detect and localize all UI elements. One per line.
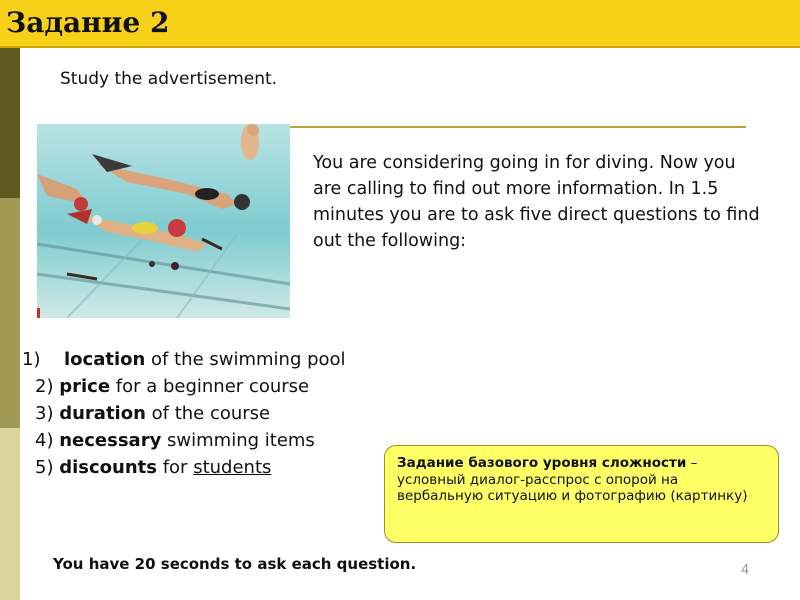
list-text: of the course xyxy=(145,403,271,424)
list-keyword: price xyxy=(59,376,111,397)
divider-line xyxy=(290,126,746,128)
list-text: swimming items xyxy=(161,430,315,451)
side-stripe-dark xyxy=(0,48,20,198)
note-body: условный диалог-расспрос с опорой на вербальную ситуацию и фотографию (картинку) xyxy=(397,471,748,504)
slide-title: Задание 2 xyxy=(6,6,170,39)
list-item xyxy=(20,454,440,481)
list-number: 1) xyxy=(22,349,41,370)
list-item xyxy=(20,373,440,400)
list-item xyxy=(20,427,440,454)
list-underlined-word: students xyxy=(193,457,272,478)
list-text: of the swimming pool xyxy=(145,349,346,370)
list-number: 2) xyxy=(35,376,54,397)
list-keyword: duration xyxy=(59,403,146,424)
list-number: 3) xyxy=(35,403,54,424)
list-keyword: necessary xyxy=(59,430,162,451)
list-text: for xyxy=(156,457,194,478)
question-list xyxy=(20,346,440,481)
list-number: 4) xyxy=(35,430,54,451)
task-description: You are considering going in for diving. Now you are calling to find out more information. In 1.5 minutes you are to ask five direct questions to find out the following: xyxy=(313,153,760,251)
difficulty-note-box xyxy=(384,445,779,543)
list-keyword: location xyxy=(64,349,146,370)
advertisement-photo xyxy=(37,124,290,318)
note-title: Задание базового уровня сложности xyxy=(397,455,687,471)
note-dash: – xyxy=(686,455,698,471)
list-text: for a beginner course xyxy=(110,376,310,397)
instruction-text: Study the advertisement. xyxy=(60,69,278,89)
page-number: 4 xyxy=(741,563,750,578)
side-stripe-mid xyxy=(0,198,20,428)
side-stripe-light xyxy=(0,428,20,600)
time-limit-note: You have 20 seconds to ask each question. xyxy=(53,555,417,573)
diving-image xyxy=(37,124,290,318)
list-item xyxy=(20,400,440,427)
list-keyword: discounts xyxy=(59,457,157,478)
title-bar xyxy=(0,0,800,48)
list-number: 5) xyxy=(35,457,54,478)
list-item xyxy=(20,346,440,373)
